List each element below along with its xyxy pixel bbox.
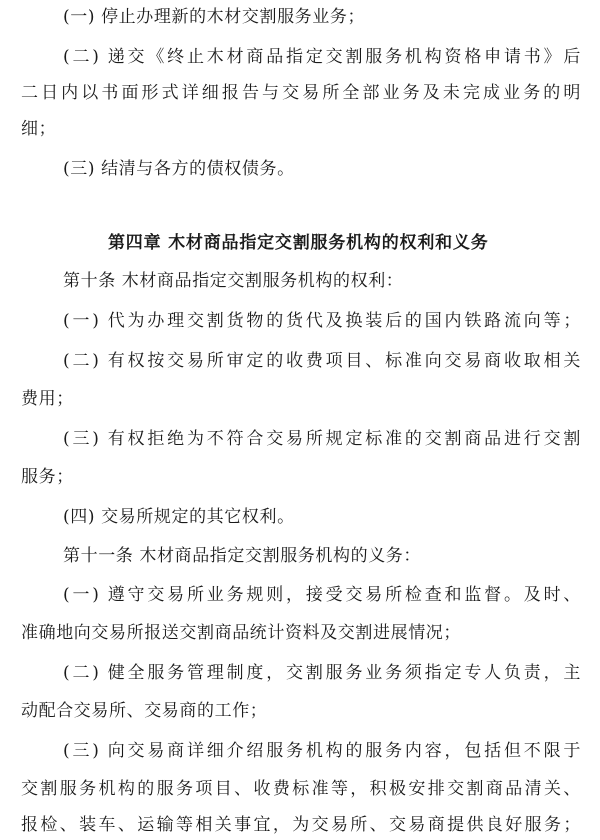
clause-1-item-2-line-1: (二) 递交《终止木材商品指定交割服务机构资格申请书》后 <box>63 47 581 67</box>
clause-1-item-1: (一) 停止办理新的木材交割服务业务； <box>63 7 366 27</box>
article-11-item-3-line-1: (三) 向交易商详细介绍服务机构的服务内容，包括但不限于 <box>63 741 581 761</box>
article-10-item-1: (一) 代为办理交割货物的货代及换装后的国内铁路流向等； <box>63 311 581 331</box>
article-11-item-1-line-1: (一) 遵守交易所业务规则，接受交易所检查和监督。及时、 <box>63 585 581 605</box>
article-11-item-2-line-1: (二) 健全服务管理制度，交割服务业务须指定专人负责，主 <box>63 663 581 683</box>
clause-1-item-3: (三) 结清与各方的债权债务。 <box>63 159 295 179</box>
article-11-item-3-line-3: 报检、装车、运输等相关事宜，为交易所、交易商提供良好服务； <box>21 815 581 835</box>
article-10-item-4: (四) 交易所规定的其它权利。 <box>63 507 295 527</box>
chapter-heading: 第四章 木材商品指定交割服务机构的权利和义务 <box>108 233 489 253</box>
article-10-title: 第十条 木材商品指定交割服务机构的权利： <box>63 271 404 291</box>
article-11-title: 第十一条 木材商品指定交割服务机构的义务： <box>63 546 422 566</box>
article-10-item-2-line-2: 费用； <box>21 389 74 409</box>
clause-1-item-2-line-3: 细； <box>21 119 57 139</box>
clause-1-item-2-line-2: 二日内以书面形式详细报告与交易所全部业务及未完成业务的明 <box>21 83 581 103</box>
article-10-item-3-line-2: 服务； <box>21 467 74 487</box>
article-11-item-1-line-2: 准确地向交易所报送交割商品统计资料及交割进展情况； <box>21 623 461 643</box>
article-11-item-2-line-2: 动配合交易所、交易商的工作； <box>21 701 268 721</box>
article-10-item-3-line-1: (三) 有权拒绝为不符合交易所规定标准的交割商品进行交割 <box>63 429 581 449</box>
article-10-item-2-line-1: (二) 有权按交易所审定的收费项目、标准向交易商收取相关 <box>63 351 581 371</box>
article-11-item-3-line-2: 交割服务机构的服务项目、收费标准等，积极安排交割商品清关、 <box>21 779 581 799</box>
